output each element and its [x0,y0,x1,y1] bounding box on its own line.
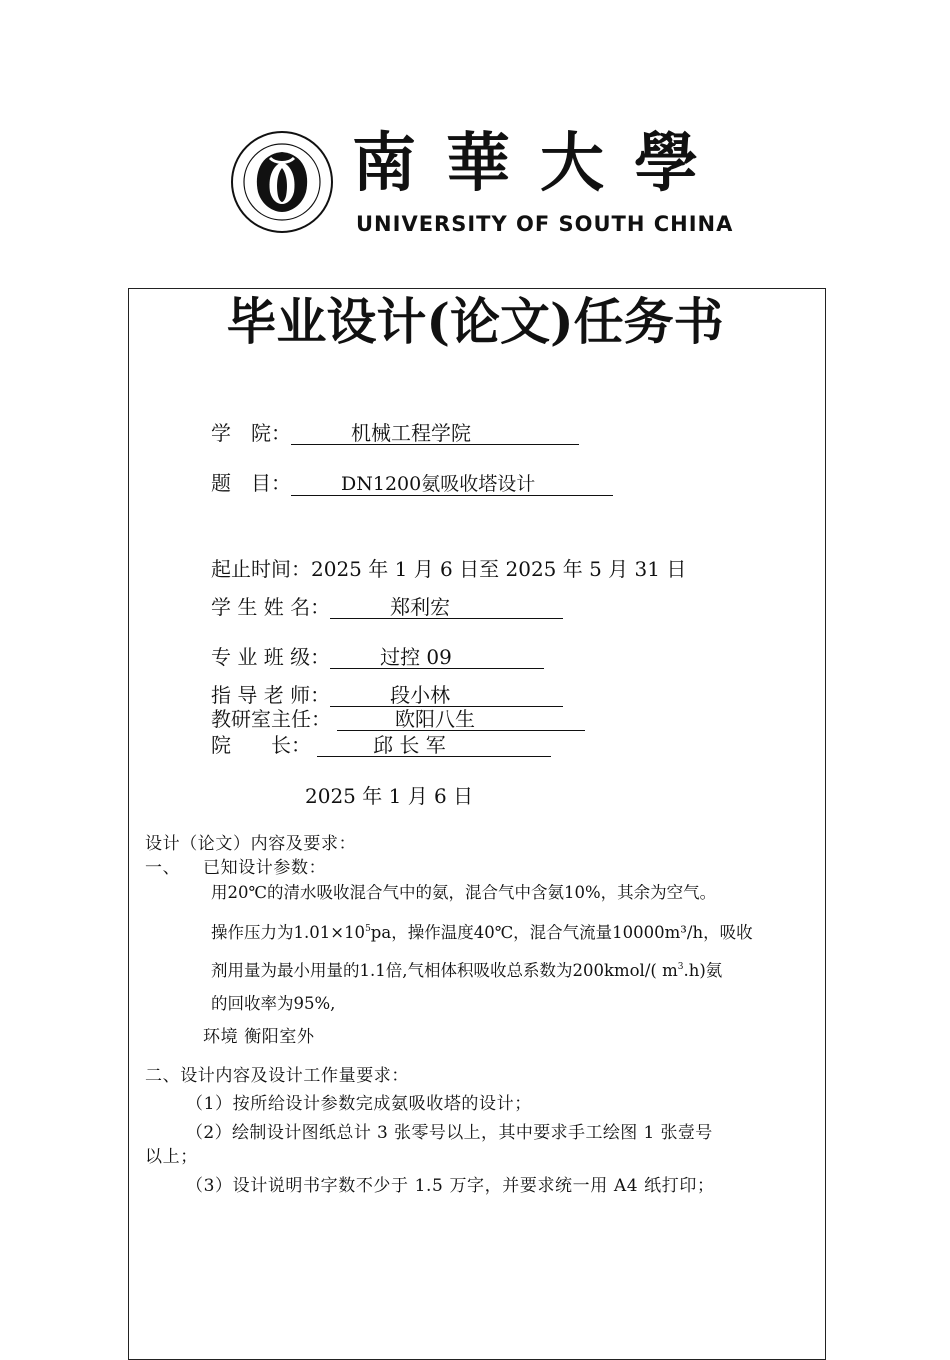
param-line-2 [211,918,753,944]
param-line-3-part-a: 剂用量为最小用量的1.1倍,气相体积吸收总系数为200kmol/( m [211,961,678,980]
director-value: 欧阳八生 [337,708,585,731]
content-heading: 设计（论文）内容及要求： [145,834,357,854]
section1-number: 一、 [145,858,181,878]
college-value: 机械工程学院 [291,422,579,445]
topic-row [211,470,613,496]
university-english-name: UNIVERSITY OF SOUTH CHINA [356,212,734,236]
param-line-4: 的回收率为95%, [211,994,336,1013]
class-row [211,644,544,670]
param-line-3-superscript: 3 [677,962,684,972]
student-row [211,594,563,620]
advisor-value: 段小林 [330,684,563,707]
section1-title: 已知设计参数： [203,858,327,878]
director-label: 教研室主任： [211,707,331,731]
advisor-row [211,682,563,708]
college-label: 学 院： [211,421,291,445]
college-row [211,420,579,446]
class-label: 专 业 班 级： [211,645,331,669]
university-seal-icon [230,130,334,234]
environment-line: 环境 衡阳室外 [203,1027,315,1047]
director-row [211,706,585,732]
param-line-1: 用20℃的清水吸收混合气中的氨，混合气中含氨10%，其余为空气。 [211,883,717,902]
topic-label: 题 目： [211,471,291,495]
document-frame [128,288,826,1360]
class-value: 过控 09 [330,646,544,669]
dean-label: 院 长： [211,733,311,757]
dean-value: 邱 长 军 [317,734,551,757]
university-header [230,120,734,240]
param-line-3-part-b: .h)氨 [683,961,723,980]
issue-date: 2025 年 1 月 6 日 [305,784,474,808]
requirement-3: （3）设计说明书字数不少于 1.5 万字，并要求统一用 A4 纸打印； [186,1176,715,1196]
requirement-2: （2）绘制设计图纸总计 3 张零号以上，其中要求手工绘图 1 张壹号 [186,1123,713,1143]
section2-title: 二、设计内容及设计工作量要求： [145,1066,409,1086]
requirement-1: （1）按所给设计参数完成氨吸收塔的设计； [186,1094,532,1114]
university-chinese-name: 南華大學 [352,126,728,201]
student-value: 郑利宏 [330,596,563,619]
advisor-label: 指 导 老 师： [211,683,331,707]
dean-row [211,732,551,758]
param-line-2-part-a: 操作压力为1.01×10 [211,923,366,942]
param-line-2-superscript: 5 [365,924,371,934]
param-line-2-part-b: pa，操作温度40℃，混合气流量10000m³/h，吸收 [370,923,753,942]
period-row: 起止时间：2025 年 1 月 6 日至 2025 年 5 月 31 日 [211,557,687,581]
requirement-2-continued: 以上； [145,1147,198,1167]
document-title: 毕业设计(论文)任务书 [226,292,724,351]
student-label: 学 生 姓 名： [211,595,331,619]
topic-value: DN1200氨吸收塔设计 [291,473,613,496]
param-line-3 [211,956,722,982]
